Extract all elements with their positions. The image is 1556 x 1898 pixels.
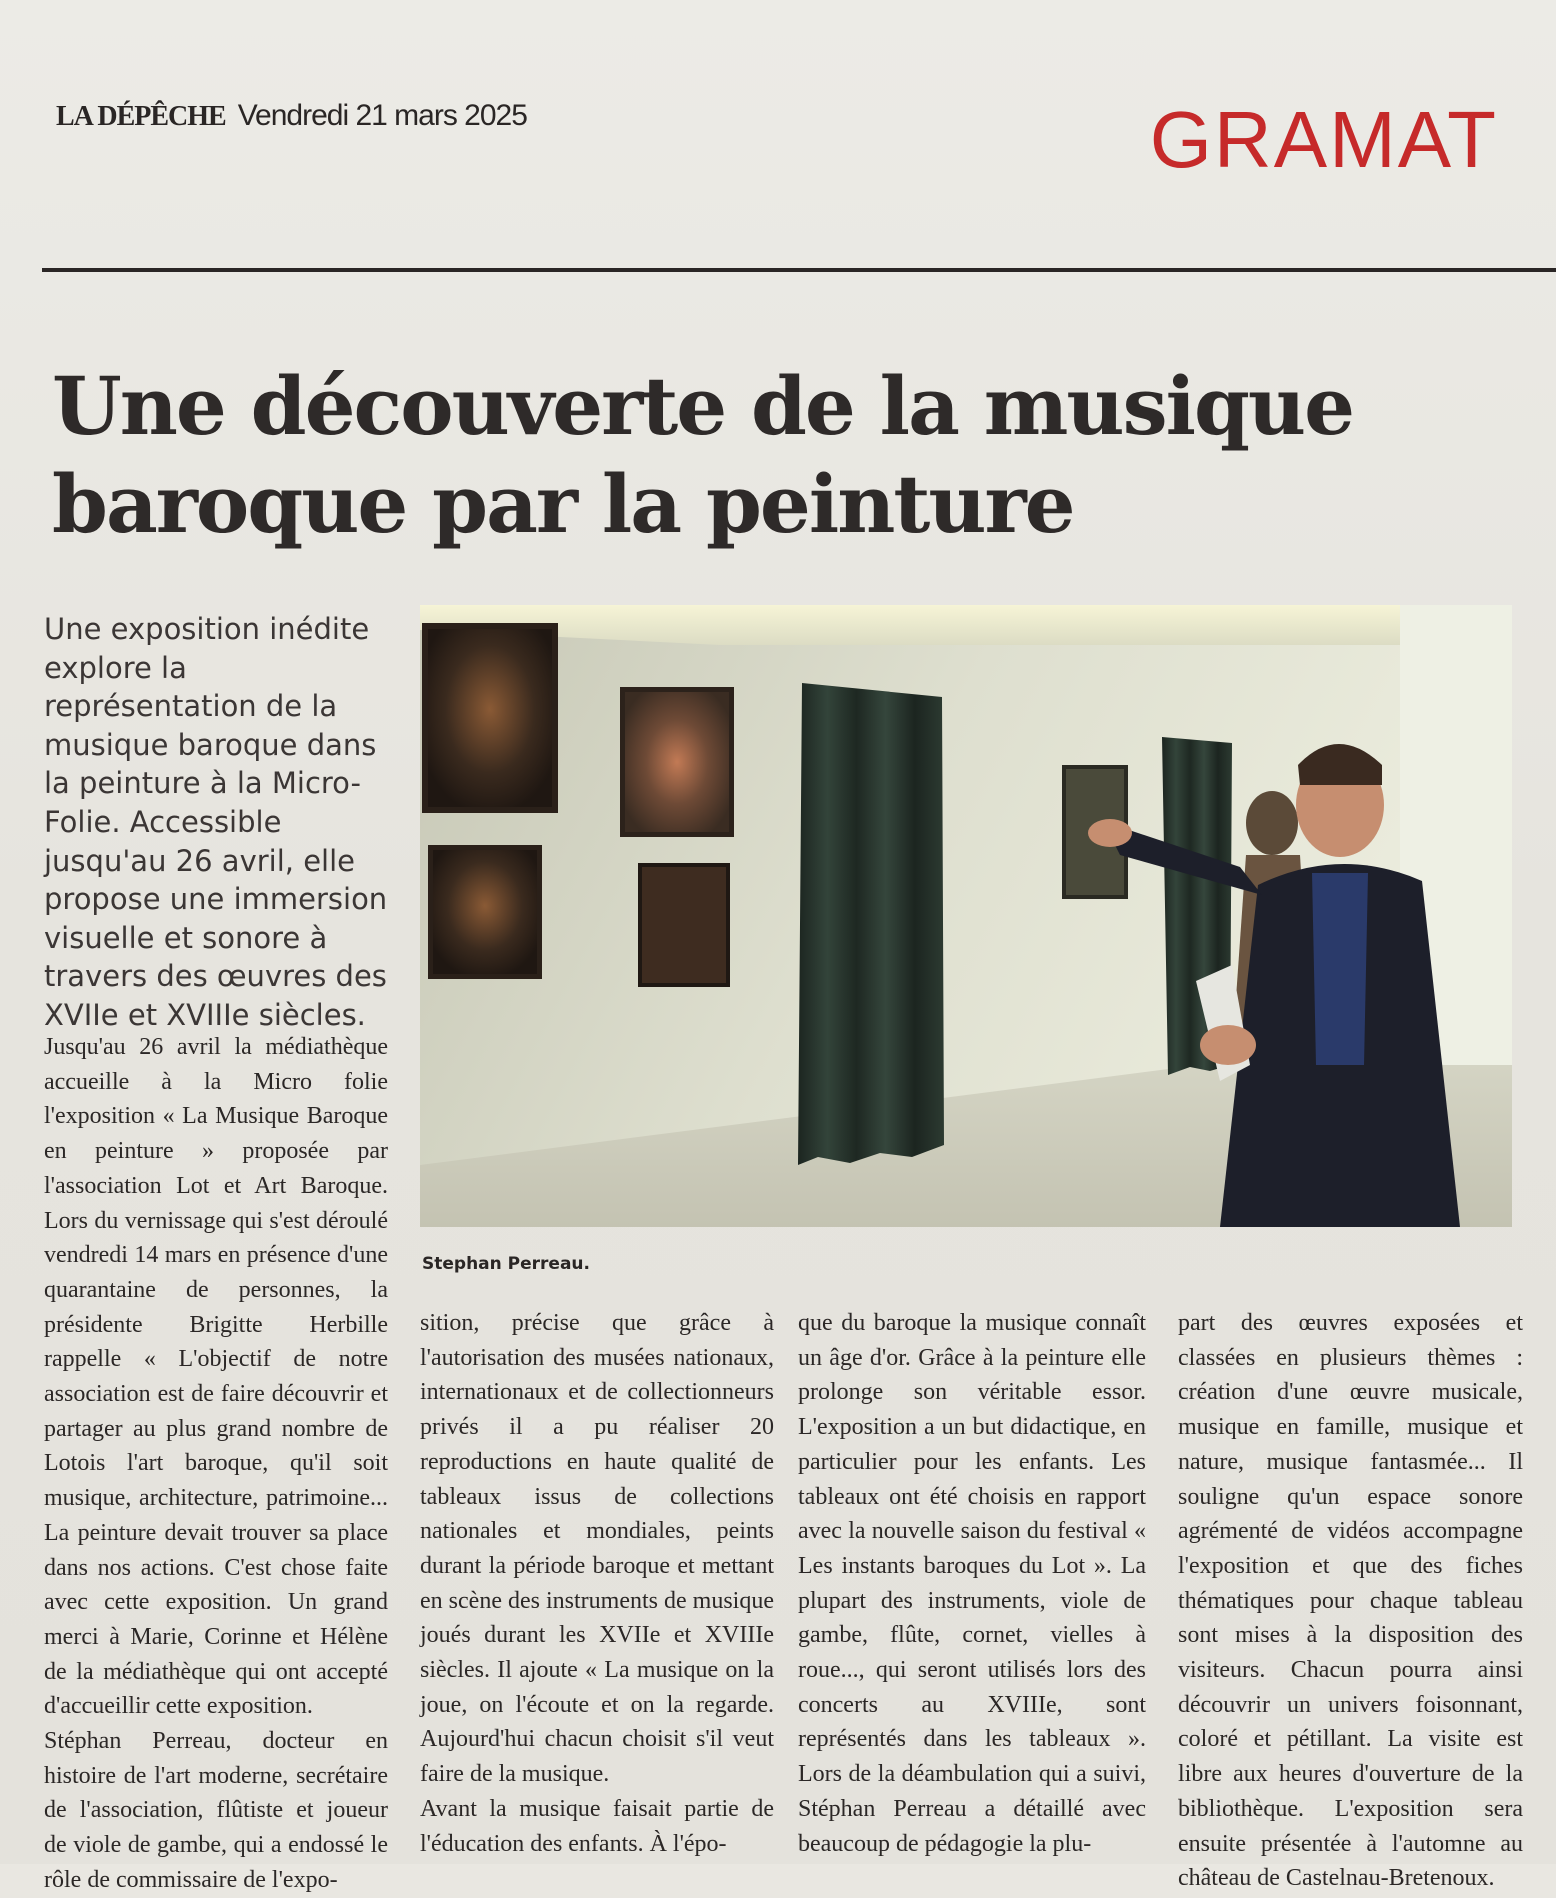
article-column-2 [420,1306,774,1861]
section-title: GRAMAT [1149,95,1498,184]
article-column-1 [44,1030,388,1898]
masthead [56,96,527,134]
painting-3 [428,845,542,979]
paragraph: Stéphan Perreau, docteur en histoire de l'art moderne, secrétaire de l'association, flûtiste et joueur de viole de gambe, qui a endossé le rôle de commissaire de l'expo- [44,1728,388,1893]
curtain-left [798,683,944,1165]
issue-date: Vendredi 21 mars 2025 [237,99,527,132]
paragraph: Jusqu'au 26 avril la médiathèque accueille à la Micro folie l'exposition « La Musique Baroque en peinture » proposée par l'association Lot et Art Baroque. Lors du vernissage qui s'est déroulé vendredi 14 mars en présence d'une quarantaine de personnes, la présidente Brigitte Herbille rappelle « L'objectif de notre association est de faire découvrir et partager au plus grand nombre de Lotois l'art baroque, qu'il soit musique, architecture, patrimoine... La peinture devait trouver sa place dans nos actions. C'est chose faite avec cette exposition. Un grand merci à Marie, Corinne et Hélène de la médiathèque qui ont accepté d'accueillir cette exposition. [44,1034,388,1720]
article-column-3 [798,1306,1146,1861]
article-column-4 [1178,1306,1523,1896]
article-headline: Une découverte de la musique baroque par la peinture [52,359,1353,551]
paragraph: Avant la musique faisait partie de l'éducation des enfants. À l'épo- [420,1795,774,1857]
photo-caption: Stephan Perreau. [422,1254,590,1274]
paragraph: part des œuvres exposées et classées en plusieurs thèmes : création d'une œuvre musicale, musique en famille, musique et nature, musique fantasmée... Il souligne qu'un espace sonore agrémenté de vidéos accompagne l'exposition et que des fiches thématiques pour chaque tableau sont mises à la disposition des visiteurs. Chacun pourra ainsi découvrir un univers foisonnant, coloré et pétillant. La visite est libre aux heures d'ouverture de la bibliothèque. L'exposition sera ensuite présentée à l'automne au château de Castelnau-Bretenoux. [1178,1310,1523,1892]
article-lede: Une exposition inédite explore la représentation de la musique baroque dans la peinture à la Micro-Folie. Accessible jusqu'au 26 avril, elle propose une immersion visuelle et sonore à travers des œuvres des XVIIe et XVIIIe siècles. [44,612,388,1032]
newspaper-name: LA DÉPÊCHE [56,101,226,132]
painting-1 [422,623,558,813]
article-photo [420,605,1512,1227]
painting-4 [638,863,730,987]
paragraph: que du baroque la musique connaît un âge d'or. Grâce à la peinture elle prolonge son véritable essor. L'exposition a un but didactique, en particulier pour les enfants. Les tableaux ont été choisis en rapport avec la nouvelle saison du festival « Les instants baroques du Lot ». La plupart des instruments, viole de gambe, flûte, cornet, vielles à roue..., qui seront utilisés lors des concerts au XVIIIe, sont représentés dans les tableaux ». Lors de la déambulation qui a suivi, Stéphan Perreau a détaillé avec beaucoup de pédagogie la plu- [798,1310,1146,1857]
painting-2 [620,687,734,837]
header-divider [42,268,1556,272]
paragraph: sition, précise que grâce à l'autorisation des musées nationaux, internationaux et de collectionneurs privés il a pu réaliser 20 reproductions en haute qualité de tableaux issus de collections nationales et mondiales, peints durant la période baroque et mettant en scène des instruments de musique joués durant les XVIIe et XVIIIe siècles. Il ajoute « La musique on la joue, on l'écoute et on la regarde. Aujourd'hui chacun choisit s'il veut faire de la musique. [420,1310,774,1788]
